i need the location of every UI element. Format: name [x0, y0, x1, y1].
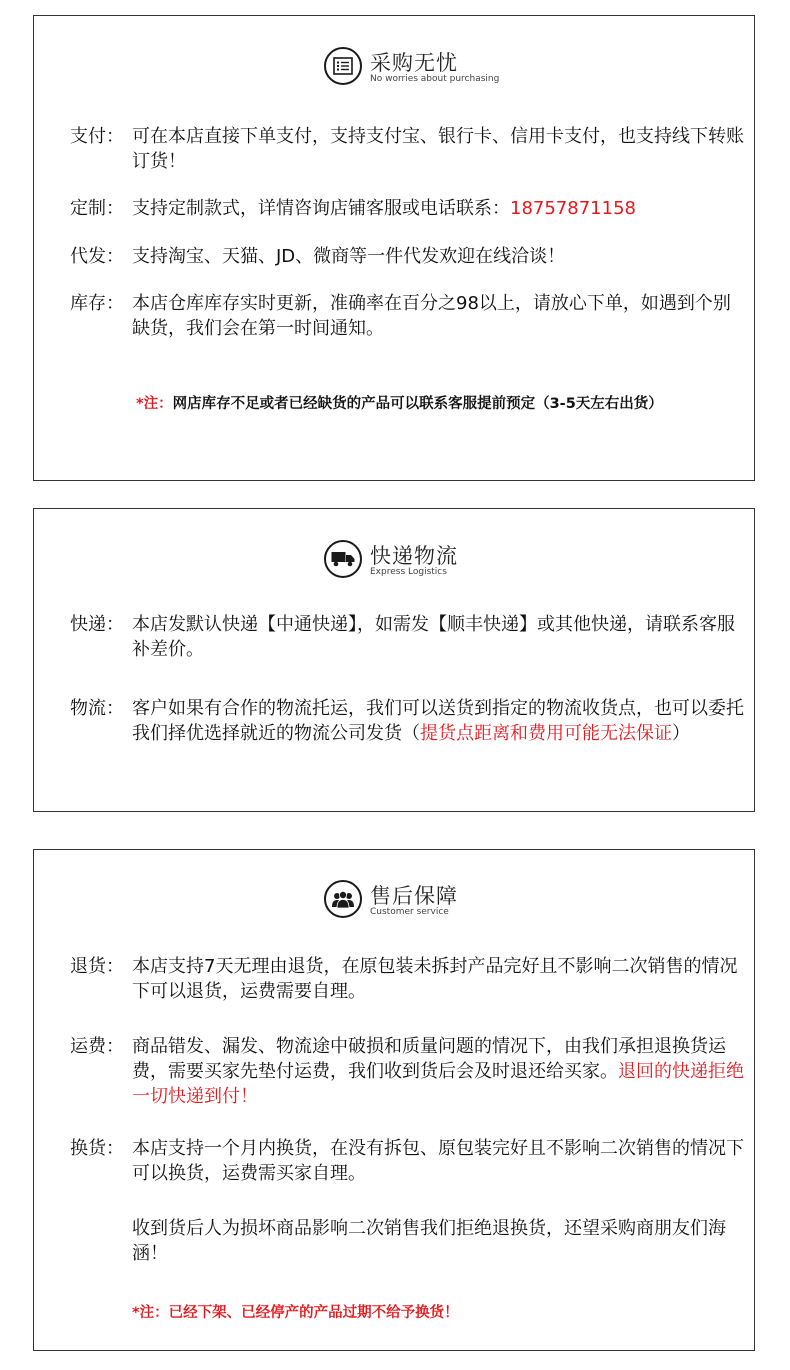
row-label: 运费： [70, 1036, 124, 1057]
section-header [324, 540, 504, 584]
note-text: 网店库存不足或者已经缺货的产品可以联系客服提前预定（3-5天左右出货） [172, 396, 663, 412]
section-title: 采购无忧 [370, 51, 458, 75]
row-text: 商品错发、漏发、物流途中破损和质量问题的情况下，由我们承担退换货运费，需要买家先垫付运费，我们收到货后会及时退还给买家。 [132, 1036, 726, 1082]
info-row-custom [70, 196, 744, 221]
row-text: 收到货后人为损坏商品影响二次销售我们拒绝退换货，还望采购商朋友们海涵！ [132, 1218, 726, 1264]
info-row-dropship [70, 244, 744, 269]
row-text-tail: ） [672, 723, 690, 744]
stock-note [136, 392, 663, 413]
aftersales-panel [33, 849, 755, 1351]
exchange-note [132, 1301, 459, 1322]
row-label: 退货： [70, 956, 124, 977]
row-label: 库存： [70, 293, 124, 314]
note-prefix: *注： [132, 1305, 169, 1321]
row-label: 代发： [70, 246, 124, 267]
row-text: 本店仓库库存实时更新，准确率在百分之98以上，请放心下单，如遇到个别缺货，我们会在第一时间通知。 [132, 293, 731, 339]
list-icon [324, 47, 362, 85]
purchase-panel [33, 15, 755, 481]
section-title: 快递物流 [370, 544, 458, 568]
phone-number: 18757871158 [510, 198, 636, 219]
row-text: 本店支持7天无理由退货，在原包装未拆封产品完好且不影响二次销售的情况下可以退货，运费需要自理。 [132, 956, 738, 1002]
row-text: 支持定制款式，详情咨询店铺客服或电话联系： [132, 198, 510, 219]
row-label: 支付： [70, 126, 124, 147]
warning-text: 提货点距离和费用可能无法保证 [420, 723, 672, 744]
info-row-damage [70, 1216, 744, 1266]
logistics-panel [33, 508, 755, 812]
section-subtitle: No worries about purchasing [370, 74, 500, 84]
row-text: 本店发默认快递【中通快递】，如需发【顺丰快递】或其他快递，请联系客服补差价。 [132, 614, 735, 660]
section-header [324, 47, 504, 91]
section-subtitle: Express Logistics [370, 567, 447, 577]
warning-text: 退回的快递拒绝一切快递到付！ [132, 1061, 744, 1107]
section-header [324, 880, 504, 924]
section-title: 售后保障 [370, 884, 458, 908]
info-row-shipping-fee [70, 1034, 744, 1109]
note-prefix: *注： [136, 396, 173, 412]
truck-icon [324, 540, 362, 578]
row-label: 换货： [70, 1138, 124, 1159]
section-subtitle: Customer service [370, 907, 449, 917]
users-icon [324, 880, 362, 918]
info-row-payment [70, 124, 744, 174]
row-text: 可在本店直接下单支付，支持支付宝、银行卡、信用卡支付，也支持线下转账订货！ [132, 126, 744, 172]
info-row-express [70, 612, 744, 662]
row-text: 客户如果有合作的物流托运，我们可以送货到指定的物流收货点，也可以委托我们择优选择就近的物流公司发货（ [132, 698, 744, 744]
info-row-return [70, 954, 744, 1004]
row-text: 本店支持一个月内换货，在没有拆包、原包装完好且不影响二次销售的情况下可以换货，运费需买家自理。 [132, 1138, 744, 1184]
info-row-exchange [70, 1136, 744, 1186]
info-row-freight [70, 696, 744, 746]
row-label: 快递： [70, 614, 124, 635]
row-label: 物流： [70, 698, 124, 719]
note-text: 已经下架、已经停产的产品过期不给予换货！ [168, 1305, 459, 1321]
row-text: 支持淘宝、天猫、JD、微商等一件代发欢迎在线洽谈！ [132, 246, 566, 267]
row-label: 定制： [70, 198, 124, 219]
info-row-stock [70, 291, 744, 341]
